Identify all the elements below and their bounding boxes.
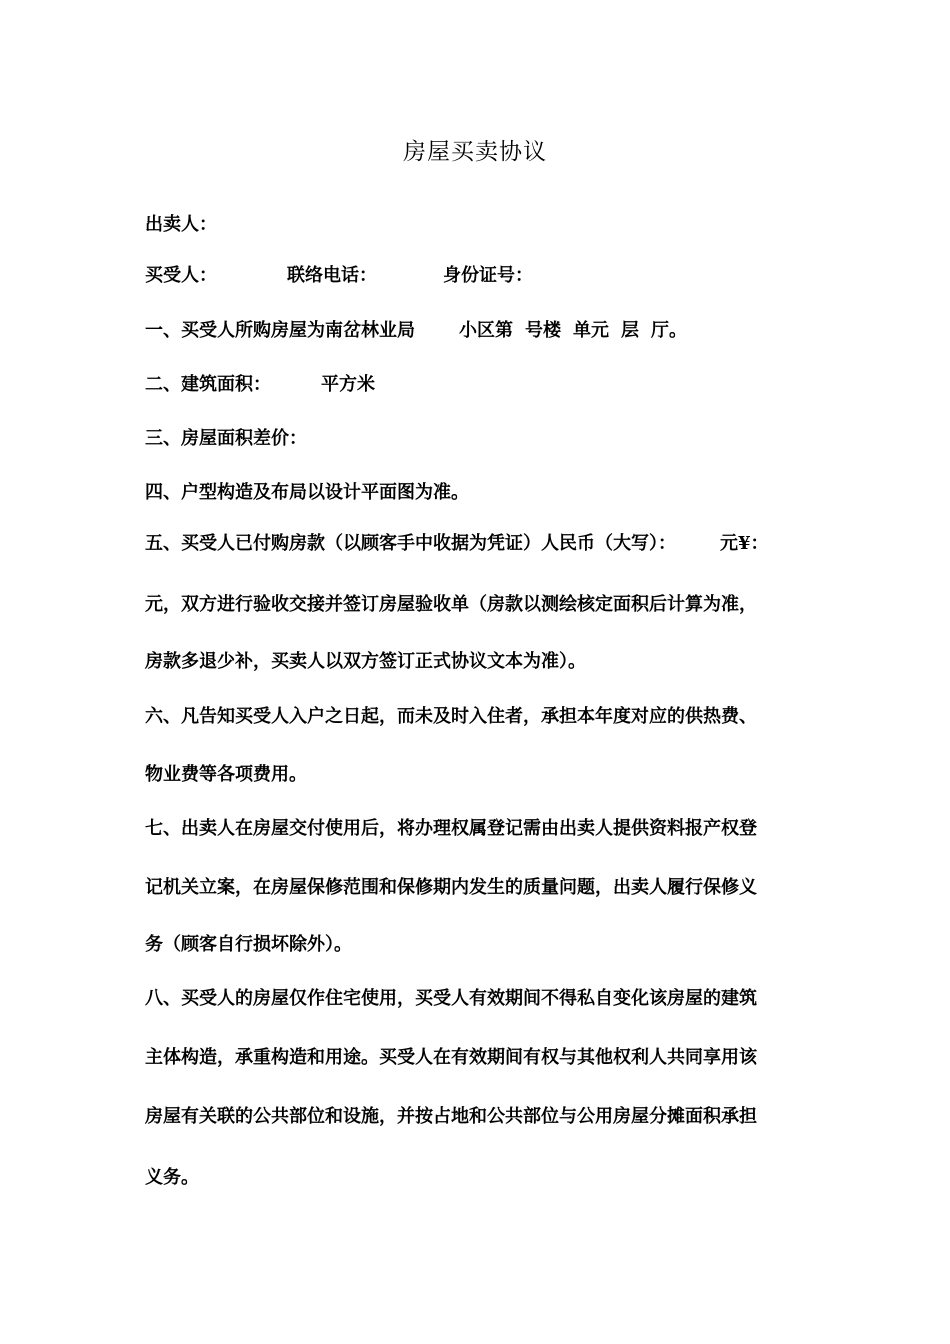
clause-2 <box>145 373 375 397</box>
clause-7-line-1: 七、出卖人在房屋交付使用后，将办理权属登记需由出卖人提供资料报产权登 <box>145 818 757 839</box>
clause-2-unit: 平方米 <box>321 374 375 395</box>
phone-label: 联络电话： <box>287 265 377 286</box>
document-title: 房屋买卖协议 <box>403 139 547 165</box>
clause-8-line-1: 八、买受人的房屋仅作住宅使用，买受人有效期间不得私自变化该房屋的建筑 <box>145 988 757 1009</box>
clause-1-unit: 单元 <box>573 320 609 341</box>
clause-5-amount-unit: 元¥： <box>720 533 769 554</box>
clause-8-line-3: 房屋有关联的公共部位和设施，并按占地和公共部位与公用房屋分摊面积承担 <box>145 1106 757 1127</box>
clause-5-line-2: 元，双方进行验收交接并签订房屋验收单（房款以测绘核定面积后计算为准， <box>145 594 757 615</box>
clause-2-label: 二、建筑面积： <box>145 374 271 395</box>
clause-7-line-3: 务（顾客自行损坏除外）。 <box>145 934 352 955</box>
clause-7-line-2: 记机关立案，在房屋保修范围和保修期内发生的质量问题，出卖人履行保修义 <box>145 877 757 898</box>
clause-3: 三、房屋面积差价： <box>145 428 307 449</box>
clause-1-building: 号楼 <box>525 320 561 341</box>
id-number-label: 身份证号： <box>443 265 533 286</box>
clause-4: 四、户型构造及布局以设计平面图为准。 <box>145 482 469 503</box>
clause-1-floor: 层 <box>621 320 639 341</box>
clause-1-prefix: 一、买受人所购房屋为南岔林业局 <box>145 320 415 341</box>
clause-8-line-2: 主体构造，承重构造和用途。买受人在有效期间有权与其他权利人共同享用该 <box>145 1047 757 1068</box>
clause-6-line-1: 六、凡告知买受人入户之日起，而未及时入住者，承担本年度对应的供热费、 <box>145 706 757 727</box>
clause-5-text: 五、买受人已付购房款（以顾客手中收据为凭证）人民币（大写）： <box>145 533 676 554</box>
clause-5-line-3: 房款多退少补，买卖人以双方签订正式协议文本为准）。 <box>145 651 586 672</box>
clause-1-community: 小区第 <box>459 320 513 341</box>
buyer-label: 买受人： <box>145 265 217 286</box>
clause-8-line-4: 义务。 <box>145 1167 199 1188</box>
clause-6-line-2: 物业费等各项费用。 <box>145 764 307 785</box>
buyer-line <box>145 264 533 288</box>
clause-1-hall: 厅。 <box>651 320 687 341</box>
clause-5-line-1 <box>145 532 769 556</box>
seller-line: 出卖人： <box>145 214 217 235</box>
clause-1 <box>145 319 687 343</box>
